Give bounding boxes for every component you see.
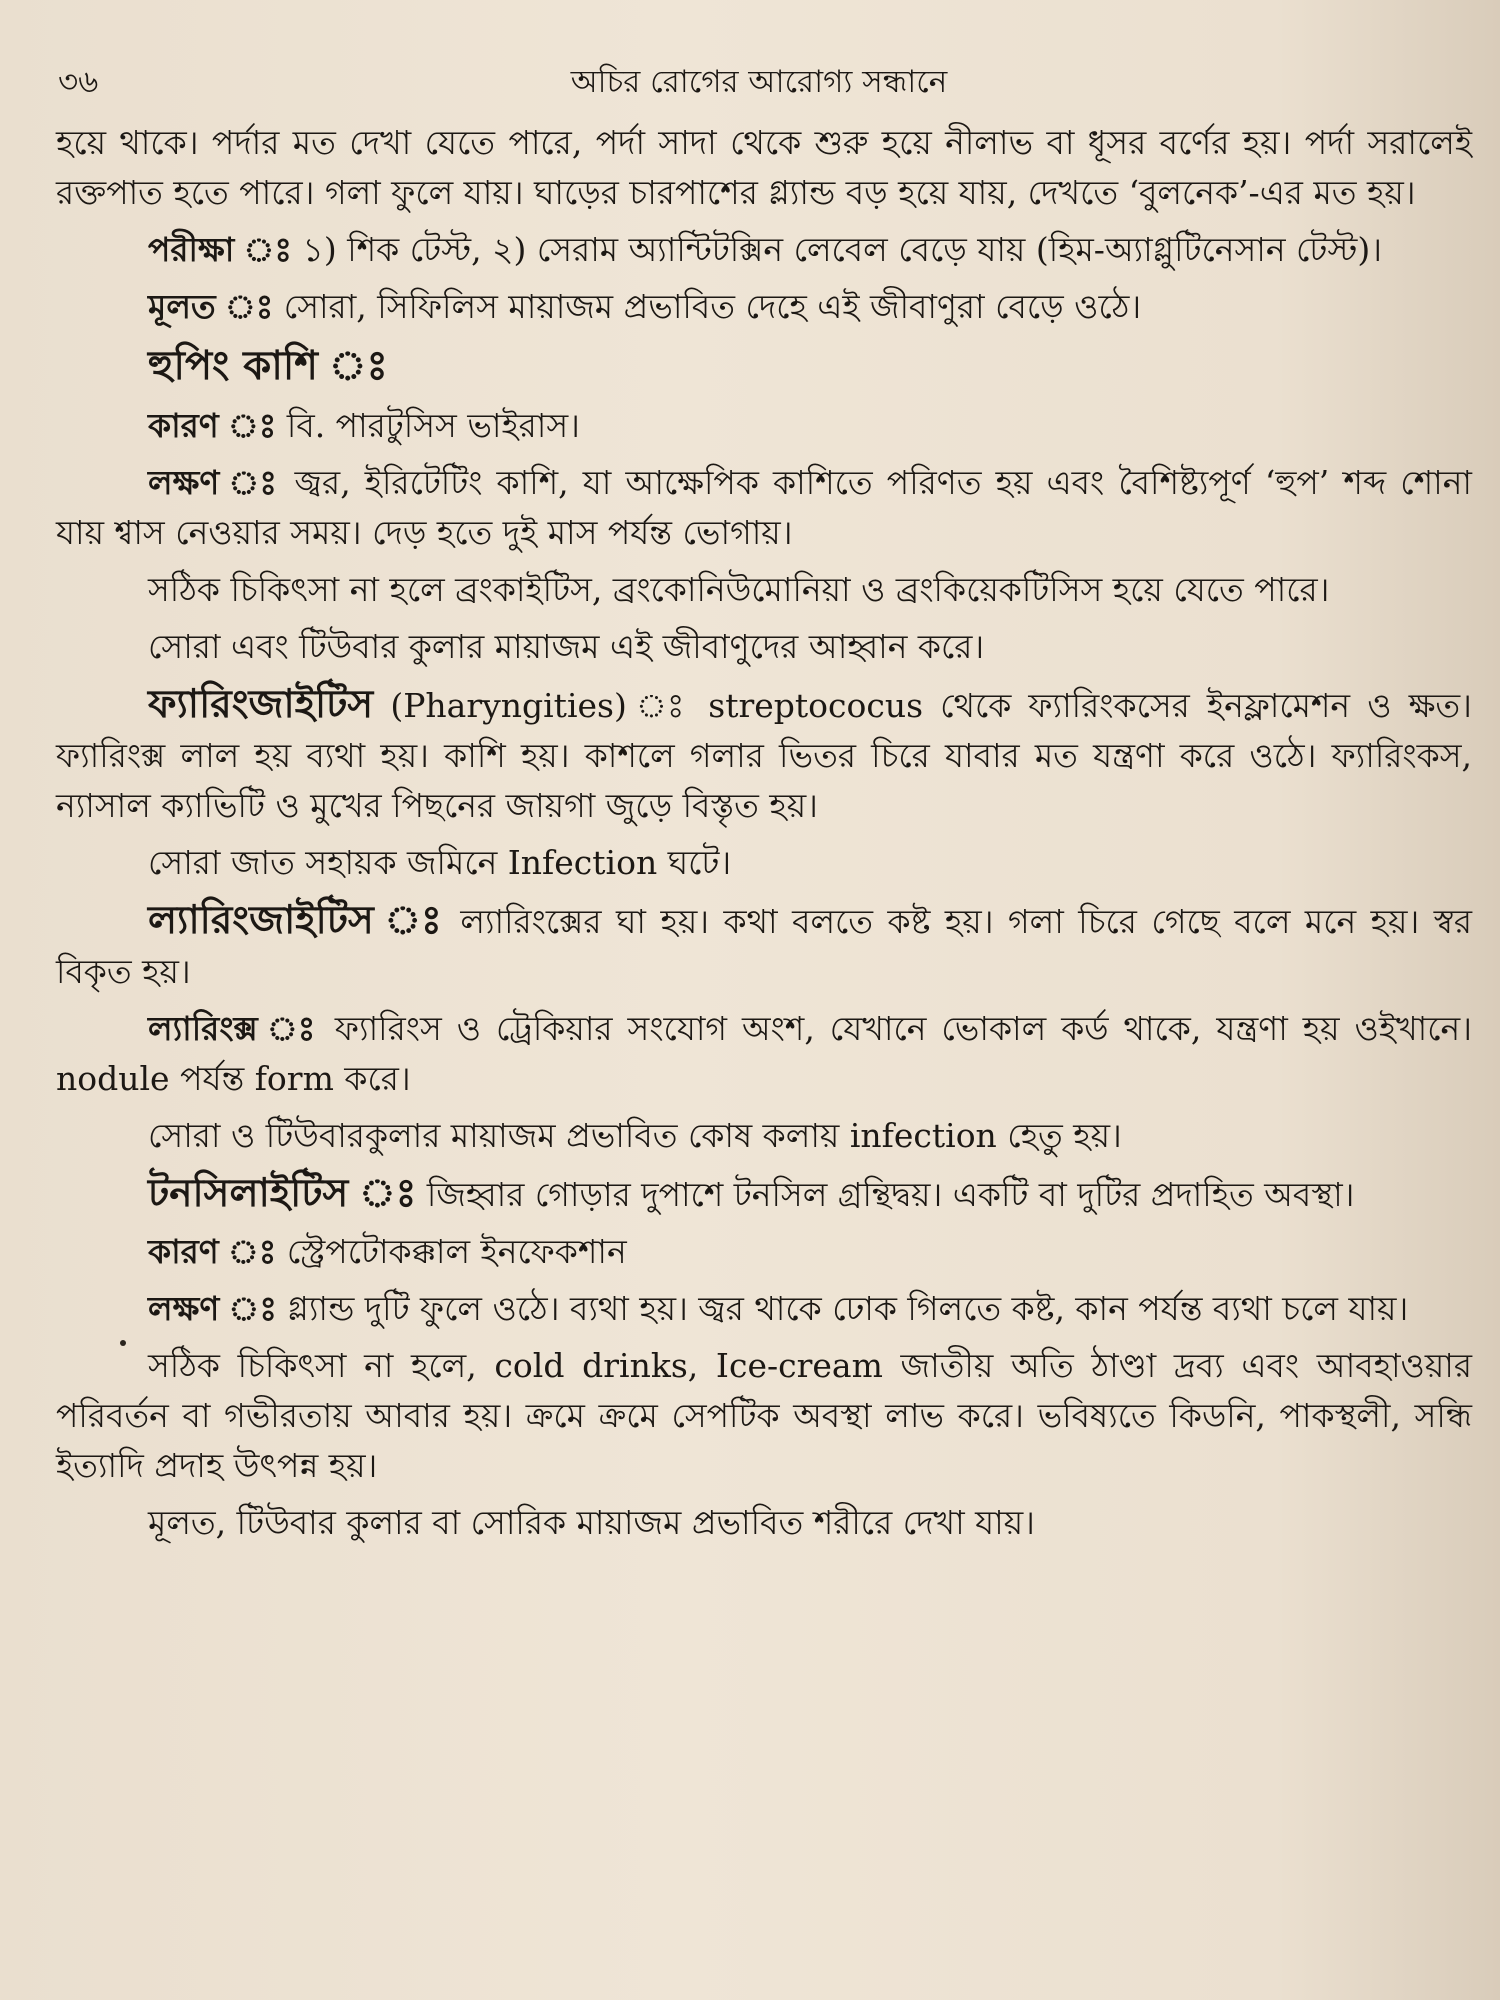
paragraph-text: সোরা জাত সহায়ক জমিনে Infection ঘটে। xyxy=(148,843,732,882)
label-test: পরীক্ষা ঃ xyxy=(148,230,292,269)
label-larynx: ল্যারিংক্স ঃ xyxy=(148,1009,320,1048)
paragraph-text: ১) শিক টেস্ট, ২) সেরাম অ্যান্টিটক্সিন লেবেল বেড়ে যায় (হিম-অ্যাগ্লুটিনেসান টেস্ট)। xyxy=(291,230,1383,269)
paragraph-text: streptococus থেকে ফ্যারিংকসের ইনফ্লামেশন ও ক্ষত। ফ্যারিংক্স লাল হয় ব্যথা হয়। কাশি হয়। কাশলে গলার ভিতর চিরে যাবার মত যন্ত্রণা করে ওঠে। ফ্যারিংকস, ন্যাসাল ক্যাভিটি ও মুখের পিছনের জায়গা জুড়ে বিস্তৃত হয়। xyxy=(56,686,1472,825)
heading-whooping-cough: হুপিং কাশি ঃ xyxy=(148,342,388,389)
heading-laryngitis: ল্যারিংজাইটিস ঃ xyxy=(148,897,446,943)
paragraph-text: বি. পারটুসিস ভাইরাস। xyxy=(276,406,580,445)
paragraph-cause xyxy=(56,1227,1472,1277)
paragraph-pharyngitis xyxy=(56,679,1472,831)
paragraph-cause xyxy=(56,401,1472,451)
heading-tonsillitis: টনসিলাইটিস ঃ xyxy=(148,1170,417,1216)
paragraph-text: জ্বর, ইরিটেটিং কাশি, যা আক্ষেপিক কাশিতে পরিণত হয় এবং বৈশিষ্ট্যপূর্ণ ‘হুপ’ শব্দ শোনা যায় শ্বাস নেওয়ার সময়। দেড় হতে দুই মাস পর্যন্ত ভোগায়। xyxy=(56,463,1472,552)
paragraph-basis xyxy=(56,282,1472,332)
paragraph-text: সোরা ও টিউবারকুলার মায়াজম প্রভাবিত কোষ কলায় infection হেতু হয়। xyxy=(148,1116,1122,1155)
ink-dot xyxy=(120,1340,126,1346)
paragraph-text: সঠিক চিকিৎসা না হলে, cold drinks, Ice-cream জাতীয় অতি ঠাণ্ডা দ্রব্য এবং আবহাওয়ার পরিবর্তন বা গভীরতায় আবার হয়। ক্রমে ক্রমে সেপটিক অবস্থা লাভ করে। ভবিষ্যতে কিডনি, পাকস্থলী, সন্ধি ইত্যাদি প্রদাহ উৎপন্ন হয়। xyxy=(56,1346,1472,1485)
label-cause: কারণ ঃ xyxy=(148,406,277,445)
paragraph xyxy=(56,1498,1472,1548)
label-symptoms: লক্ষণ ঃ xyxy=(148,463,281,502)
paragraph xyxy=(56,1341,1472,1491)
paragraph-larynx xyxy=(56,1004,1472,1104)
paragraph xyxy=(56,118,1472,218)
page-header xyxy=(58,58,1460,102)
paragraph-text: সোরা, সিফিলিস মায়াজম প্রভাবিত দেহে এই জীবাণুরা বেড়ে ওঠে। xyxy=(273,287,1142,326)
paragraph xyxy=(56,622,1472,672)
paragraph-text: সোরা এবং টিউবার কুলার মায়াজম এই জীবাণুদের আহ্বান করে। xyxy=(148,627,985,666)
label-cause: কারণ ঃ xyxy=(148,1232,277,1271)
label-symptoms: লক্ষণ ঃ xyxy=(148,1289,277,1328)
running-title: অচির রোগের আরোগ্য সন্ধানে xyxy=(570,64,948,100)
paragraph-text: গ্ল্যান্ড দুটি ফুলে ওঠে। ব্যথা হয়। জ্বর থাকে ঢোক গিলতে কষ্ট, কান পর্যন্ত ব্যথা চলে যায়। xyxy=(276,1289,1409,1328)
page-number: ৩৬ xyxy=(58,64,99,100)
pharyngitis-english: (Pharyngities) ঃ xyxy=(373,686,692,725)
paragraph-text: সঠিক চিকিৎসা না হলে ব্রংকাইটিস, ব্রংকোনিউমোনিয়া ও ব্রংকিয়েকটিসিস হয়ে যেতে পারে। xyxy=(148,570,1330,609)
paragraph-text: মূলত, টিউবার কুলার বা সোরিক মায়াজম প্রভাবিত শরীরে দেখা যায়। xyxy=(148,1503,1035,1542)
page-body xyxy=(56,118,1472,1555)
paragraph-text: স্ট্রেপটোকক্কাল ইনফেকশান xyxy=(276,1232,627,1271)
paragraph-laryngitis xyxy=(56,895,1472,997)
label-basis: মূলত ঃ xyxy=(148,287,274,326)
paragraph-text: জিহ্বার গোড়ার দুপাশে টনসিল গ্রন্থিদ্বয়। একটি বা দুটির প্রদাহিত অবস্থা। xyxy=(416,1175,1355,1214)
paragraph-text: ফ্যারিংস ও ট্রেকিয়ার সংযোগ অংশ, যেখানে ভোকাল কর্ড থাকে, যন্ত্রণা হয় ওইখানে। nodule পর্যন্ত form করে। xyxy=(56,1009,1473,1098)
paragraph xyxy=(56,1111,1472,1161)
paragraph-test xyxy=(56,225,1472,275)
paragraph xyxy=(56,838,1472,888)
paragraph-text: ল্যারিংক্সের ঘা হয়। কথা বলতে কষ্ট হয়। গলা চিরে গেছে বলে মনে হয়। স্বর বিকৃত হয়। xyxy=(56,902,1472,991)
heading-pharyngitis: ফ্যারিংজাইটিস xyxy=(148,681,374,727)
paragraph xyxy=(56,565,1472,615)
paragraph-symptoms xyxy=(56,458,1472,558)
paragraph-symptoms xyxy=(56,1284,1472,1334)
paragraph-text: হয়ে থাকে। পর্দার মত দেখা যেতে পারে, পর্দা সাদা থেকে শুরু হয়ে নীলাভ বা ধূসর বর্ণের হয়। পর্দা সরালেই রক্তপাত হতে পারে। গলা ফুলে যায়। ঘাড়ের চারপাশের গ্ল্যান্ড বড় হয়ে যায়, দেখতে ‘বুলনেক’-এর মত হয়। xyxy=(56,123,1472,212)
paragraph-tonsillitis xyxy=(56,1168,1472,1220)
